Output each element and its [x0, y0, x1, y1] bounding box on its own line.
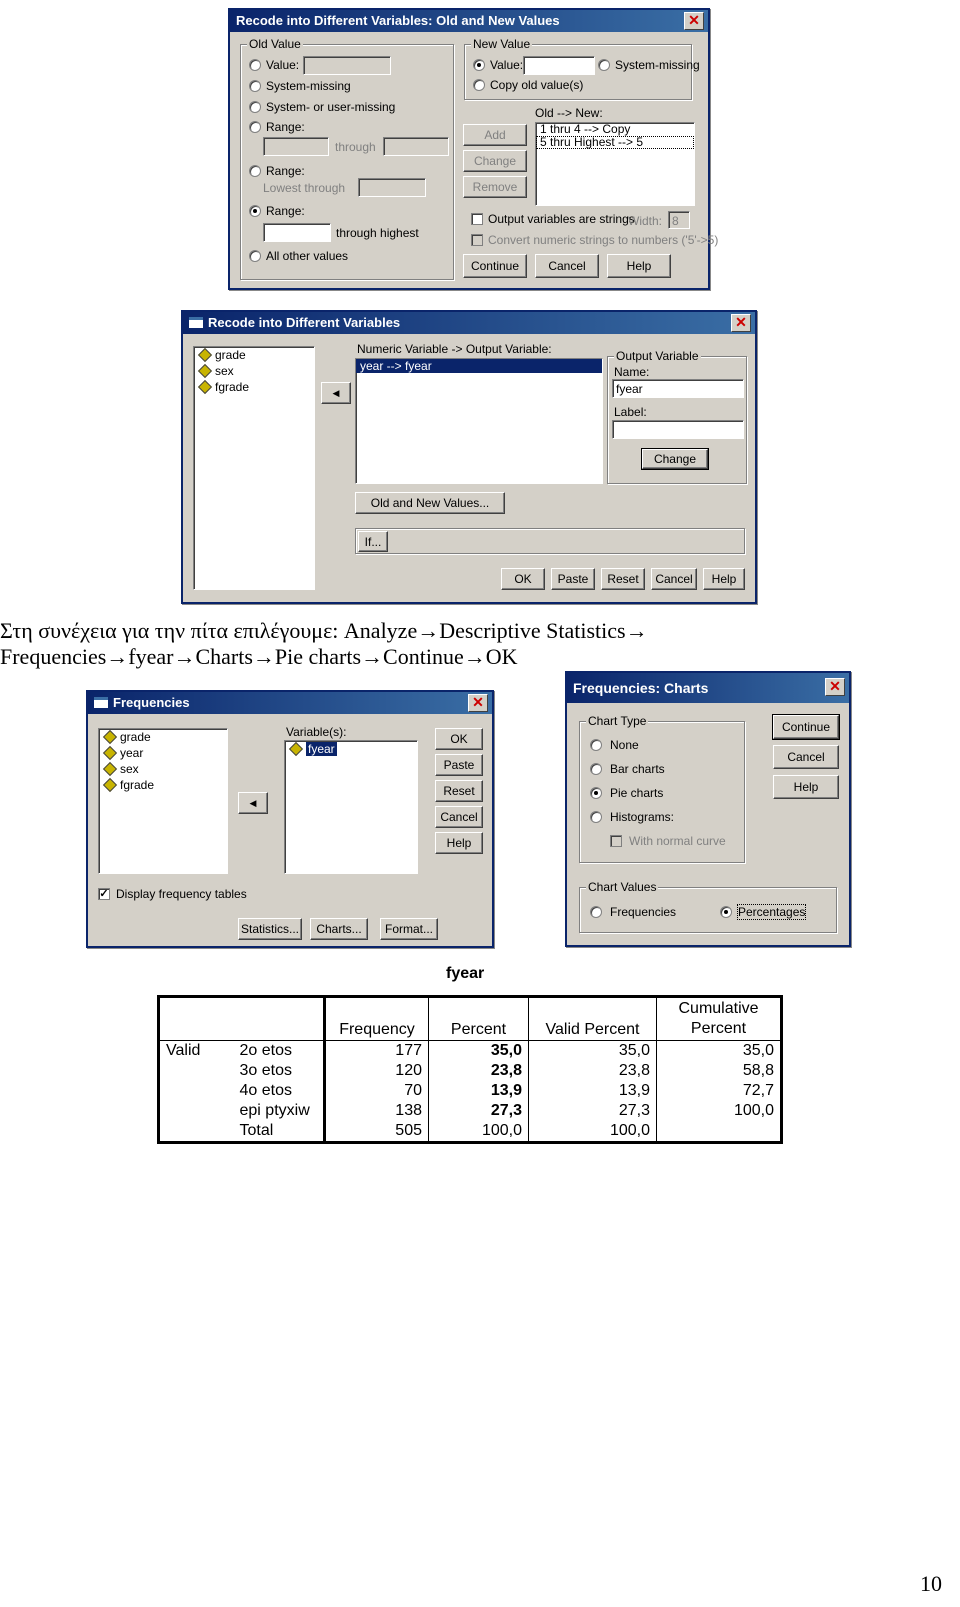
bar-charts-radio[interactable] [590, 763, 602, 775]
list-item[interactable] [194, 363, 314, 379]
title-bar [230, 10, 708, 32]
remove-button[interactable]: Remove [463, 176, 527, 198]
title-bar [183, 312, 755, 334]
table-cell: 13,9 [429, 1081, 529, 1101]
cancel-button[interactable]: Cancel [435, 806, 483, 828]
variable-icon [103, 778, 117, 792]
chart-type-legend: Chart Type [588, 714, 647, 728]
all-other-radio[interactable] [249, 250, 261, 262]
variable-icon [289, 742, 303, 756]
system-user-missing-radio[interactable] [249, 101, 261, 113]
new-value-radio[interactable] [473, 59, 485, 71]
list-item[interactable]: 5 thru Highest --> 5 [536, 136, 694, 149]
variable-icon [198, 348, 212, 362]
ok-button[interactable]: OK [501, 568, 545, 590]
format-button[interactable]: Format... [380, 918, 438, 940]
list-item[interactable] [99, 745, 227, 761]
output-strings-checkbox[interactable] [471, 213, 483, 225]
variable-icon [198, 380, 212, 394]
percent-label: Percent [690, 1020, 747, 1037]
close-icon[interactable]: ✕ [684, 12, 704, 30]
change-button[interactable]: Change [642, 449, 708, 469]
variable-icon [103, 730, 117, 744]
add-button[interactable]: Add [463, 124, 527, 146]
output-variable-group [607, 349, 747, 484]
range-lowest-label: Range: [266, 164, 305, 178]
normal-curve-label: With normal curve [629, 834, 726, 848]
table-cell: 505 [325, 1121, 429, 1143]
system-user-missing-label: System- or user-missing [266, 100, 396, 114]
numeric-output-label: Numeric Variable -> Output Variable: [357, 342, 552, 356]
window-icon [94, 697, 108, 708]
variable-icon [103, 746, 117, 760]
new-system-missing-label: System-missing [615, 58, 700, 72]
row-label: 4o etos [234, 1081, 325, 1101]
help-button[interactable]: Help [703, 568, 745, 590]
list-item[interactable] [194, 379, 314, 395]
list-item[interactable]: year --> fyear [356, 359, 602, 373]
label-input[interactable] [612, 420, 744, 439]
variable-icon [198, 364, 212, 378]
table-row [159, 1121, 782, 1143]
help-button[interactable]: Help [435, 832, 483, 854]
old-new-values-button[interactable]: Old and New Values... [355, 492, 505, 514]
table-title: fyear [446, 965, 485, 982]
window-icon [189, 317, 203, 328]
table-cell: 27,3 [429, 1101, 529, 1121]
dialog-title: Frequencies [113, 695, 190, 710]
output-strings-label: Output variables are strings [488, 212, 635, 226]
lowest-input[interactable] [358, 178, 426, 197]
old-value-input[interactable] [303, 56, 391, 75]
table-row [159, 1041, 782, 1062]
cumulative-label: Cumulative [678, 1000, 759, 1017]
range-to-input[interactable] [383, 137, 449, 156]
paste-button[interactable]: Paste [551, 568, 595, 590]
frequency-header: Frequency [325, 997, 429, 1041]
frequencies-charts-dialog [565, 671, 851, 947]
variable-list[interactable] [193, 346, 315, 590]
paste-button[interactable]: Paste [435, 754, 483, 776]
range-lowest-radio[interactable] [249, 165, 261, 177]
title-bar [567, 673, 849, 703]
instruction-line-1: Στη συνέχεια για την πίτα επιλέγουμε: Analyze→Descriptive Statistics→ [0, 618, 648, 643]
range-radio[interactable] [249, 121, 261, 133]
all-other-label: All other values [266, 249, 349, 263]
table-cell [657, 1121, 782, 1143]
range-highest-radio[interactable] [249, 205, 261, 217]
mapping-list[interactable] [355, 358, 603, 484]
table-row [159, 1061, 782, 1081]
new-value-group [464, 37, 700, 100]
new-value-input[interactable] [523, 56, 595, 75]
charts-button[interactable]: Charts... [310, 918, 368, 940]
chart-values-group [579, 880, 837, 933]
convert-checkbox[interactable] [471, 234, 483, 246]
variable-list[interactable] [98, 728, 228, 874]
highest-input[interactable] [263, 223, 331, 242]
through-highest-label: through highest [336, 226, 419, 240]
list-item[interactable] [99, 777, 227, 793]
width-input[interactable]: 8 [668, 211, 690, 229]
table-row [159, 1101, 782, 1121]
output-variable-legend: Output Variable [616, 349, 699, 363]
chart-values-legend: Chart Values [588, 880, 657, 894]
move-left-arrow-icon[interactable]: ◀ [321, 382, 351, 404]
reset-button[interactable]: Reset [435, 780, 483, 802]
cumulative-percent-header [657, 997, 782, 1041]
table-cell: 35,0 [742, 1042, 774, 1059]
cancel-button[interactable]: Cancel [773, 745, 839, 769]
percentages-label: Percentages [738, 905, 806, 919]
percentages-radio[interactable] [720, 906, 732, 918]
table-cell: 120 [325, 1061, 429, 1081]
dialog-title: Recode into Different Variables [208, 315, 401, 330]
table-cell: 138 [325, 1101, 429, 1121]
name-input[interactable]: fyear [612, 379, 744, 398]
frequencies-radio[interactable] [590, 906, 602, 918]
row-group-cell: Valid [166, 1042, 201, 1059]
table-cell: 13,9 [529, 1081, 657, 1101]
row-group-cell [159, 1061, 234, 1081]
instruction-line-2: Frequencies→fyear→Charts→Pie charts→Continue→OK [0, 644, 518, 669]
none-label: None [610, 738, 639, 752]
table-cell: 72,7 [742, 1082, 774, 1099]
row-label: epi ptyxiw [234, 1101, 325, 1121]
range-label: Range: [266, 120, 305, 134]
normal-curve-checkbox[interactable] [610, 835, 622, 847]
display-frequency-label: Display frequency tables [116, 887, 247, 901]
old-new-label: Old --> New: [535, 106, 603, 120]
variables-label: Variable(s): [286, 725, 347, 739]
table-row [159, 1081, 782, 1101]
variable-name: sex [120, 762, 139, 776]
help-button[interactable]: Help [607, 254, 671, 278]
table-cell: 27,3 [529, 1101, 657, 1121]
old-value-legend: Old Value [249, 37, 301, 51]
table-cell: 23,8 [529, 1061, 657, 1081]
variable-name: fgrade [215, 380, 250, 394]
row-group-cell [159, 1101, 234, 1121]
frequencies-dialog [86, 690, 494, 948]
range-highest-label: Range: [266, 204, 305, 218]
label-label: Label: [614, 405, 647, 419]
new-system-missing-radio[interactable] [598, 59, 610, 71]
continue-button[interactable]: Continue [773, 715, 839, 739]
old-new-values-dialog [228, 8, 719, 290]
table-cell: 35,0 [429, 1041, 529, 1062]
name-label: Name: [614, 365, 650, 379]
close-icon[interactable]: ✕ [825, 678, 845, 696]
table-cell: 58,8 [742, 1062, 774, 1079]
list-item[interactable] [99, 729, 227, 745]
copy-old-radio[interactable] [473, 79, 485, 91]
range-from-input[interactable] [263, 137, 329, 156]
dialog-title: Recode into Different Variables: Old and New Values [236, 13, 560, 28]
percent-header: Percent [429, 997, 529, 1041]
variable-name: grade [120, 730, 151, 744]
none-radio[interactable] [590, 739, 602, 751]
cancel-button[interactable]: Cancel [651, 568, 697, 590]
list-item[interactable] [99, 761, 227, 777]
move-left-arrow-icon[interactable]: ◀ [238, 792, 268, 814]
value-radio[interactable] [249, 59, 261, 71]
row-label: 2o etos [234, 1041, 325, 1062]
copy-old-label: Copy old value(s) [490, 78, 584, 92]
table-cell: 100,0 [733, 1102, 774, 1119]
table-cell: 70 [325, 1081, 429, 1101]
old-value-group [240, 37, 454, 280]
if-group [355, 528, 745, 554]
pie-charts-label: Pie charts [610, 786, 664, 800]
system-missing-radio[interactable] [249, 80, 261, 92]
display-frequency-checkbox[interactable]: ✓ [99, 888, 109, 900]
new-value-legend: New Value [473, 37, 531, 51]
old-new-list[interactable] [535, 122, 695, 206]
list-item[interactable] [285, 741, 417, 757]
histograms-label: Histograms: [610, 810, 675, 824]
variable-name: fgrade [120, 778, 155, 792]
row-label: Total [234, 1121, 325, 1143]
convert-label: Convert numeric strings to numbers ('5'->5) [488, 233, 719, 247]
lowest-through-label: Lowest through [263, 181, 346, 195]
table-cell: 100,0 [529, 1121, 657, 1143]
valid-percent-header: Valid Percent [529, 997, 657, 1041]
variable-name: year [120, 746, 144, 760]
histograms-radio[interactable] [590, 811, 602, 823]
table-cell: 100,0 [429, 1121, 529, 1143]
table-cell: 35,0 [529, 1041, 657, 1062]
page-number: 10 [920, 1571, 942, 1596]
list-item[interactable]: 1 thru 4 --> Copy [540, 122, 631, 136]
pie-charts-radio[interactable] [590, 787, 602, 799]
continue-button[interactable]: Continue [463, 254, 527, 278]
variable-name: fyear [308, 742, 335, 756]
close-icon[interactable]: ✕ [731, 314, 751, 332]
frequencies-label: Frequencies [610, 905, 677, 919]
new-value-label: Value: [490, 58, 524, 72]
row-group-cell [159, 1121, 234, 1143]
list-item[interactable] [194, 347, 314, 363]
help-button[interactable]: Help [773, 775, 839, 799]
title-bar [88, 692, 492, 714]
bar-charts-label: Bar charts [610, 762, 665, 776]
system-missing-label: System-missing [266, 79, 351, 93]
header-row [159, 997, 782, 1041]
variable-name: sex [215, 364, 234, 378]
chart-type-group [579, 714, 745, 863]
through-label: through [335, 140, 376, 154]
value-label: Value: [266, 58, 300, 72]
close-icon[interactable]: ✕ [468, 694, 488, 712]
variable-name: grade [215, 348, 246, 362]
width-label: Width: [628, 214, 663, 228]
table-cell: 177 [325, 1041, 429, 1062]
selected-variable-list[interactable] [284, 740, 418, 874]
reset-button[interactable]: Reset [601, 568, 645, 590]
cancel-button[interactable]: Cancel [535, 254, 599, 278]
recode-dialog [181, 310, 757, 604]
table-cell: 23,8 [429, 1061, 529, 1081]
change-button[interactable]: Change [463, 150, 527, 172]
statistics-button[interactable]: Statistics... [238, 918, 302, 940]
dialog-title: Frequencies: Charts [573, 680, 709, 696]
row-label: 3o etos [234, 1061, 325, 1081]
frequency-table [157, 995, 783, 1144]
row-group-cell [159, 1081, 234, 1101]
if-button[interactable]: If... [358, 531, 388, 552]
variable-icon [103, 762, 117, 776]
ok-button[interactable]: OK [435, 728, 483, 750]
